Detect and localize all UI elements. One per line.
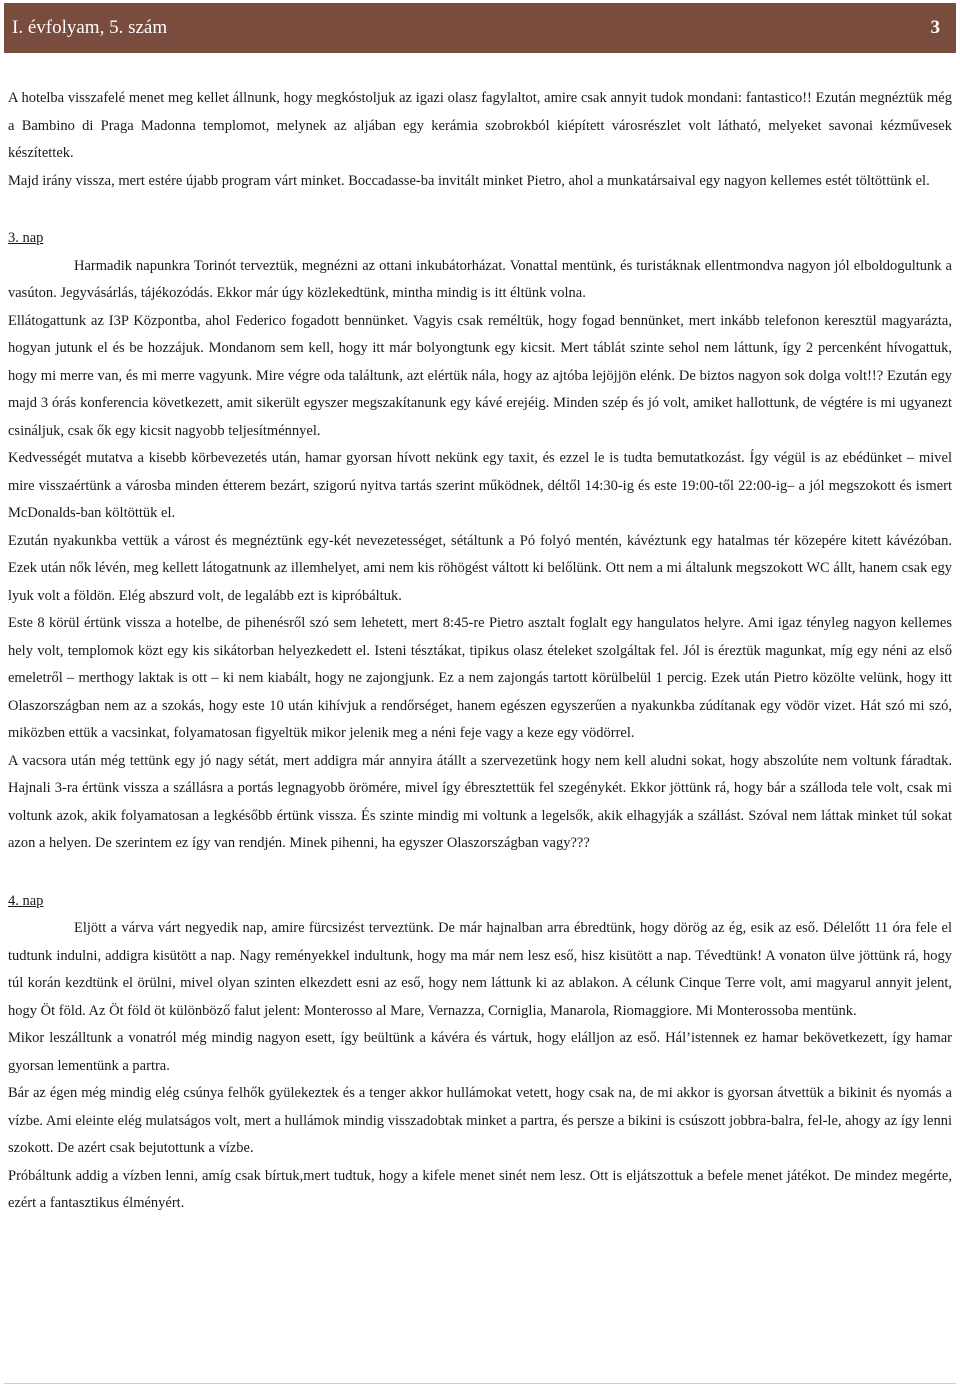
day3-paragraph-5: Este 8 körül értünk vissza a hotelbe, de pihenésről szó sem lehetett, mert 8:45-re Pietro asztalt foglalt egy hangulatos helyre. Ami igaz tényleg nagyon kellemes hely volt, templomok közt egy kis sikátorban helyezkedett el. Isteni tésztákat, tipikus olasz ételeket szolgáltak fel. Jól is éreztük magunkat, míg egy néni az első emeletről – merthogy laktak is ott – ki nem kiabált, hogy ne zajongjunk. Ez a nem zajongás tartott körülbelül 1 percig. Ezek után Pietro közölte velünk, hogy itt Olaszországban nem az a szokás, hogy este 10 után kihívjuk a rendőrséget, hanem egészen egyszerűen a nyakunkba zúdítanak egy vödör vizet. Hát szó mi szó, miközben ettük a vacsinkat, folyamatosan figyeltük mikor jelenik meg a néni feje vagy a keze egy vödörrel.	[8, 615, 952, 741]
day4-paragraph-4: Próbáltunk addig a vízben lenni, amíg csak bírtuk,mert tudtuk, hogy a kifele menet sinét nem lesz. Ott is eljátszottuk a befele menet játékot. De mindez megérte, ezért a fantasztikus élményért.	[8, 1167, 952, 1211]
section-gap	[8, 858, 952, 888]
issue-label: I. évfolyam, 5. szám	[12, 17, 168, 38]
intro-paragraph-1: A hotelba visszafelé menet meg kellet állnunk, hogy megkóstoljuk az igazi olasz fagylaltot, amire csak annyit tudok mondani: fantastico!! Ezután megnéztük még a Bambino di Praga Madonna templomot, melynek az aljában egy kerámia szobrokból kiépített városrészlet volt látható, melyeket savonai kézművesek készítettek.	[8, 90, 952, 161]
day4-title: 4. nap	[8, 892, 44, 909]
page-number: 3	[930, 17, 940, 38]
day4-paragraph-3: Bár az égen még mindig elég csúnya felhők gyülekeztek és a tenger akkor hullámokat vetett, hogy csak na, de mi akkor is gyorsan átvettük a bikinit és nyomás a vízbe. Ami eleinte elég mulatságos volt, mert a hullámok mindig visszadobtak minket a partra, és persze a bikini is csúszott jobbra-balra, fel-le, ahogy az így lenni szokott. De azért csak bejutottunk a vízbe.	[8, 1085, 952, 1156]
day3-paragraph-3: Kedvességét mutatva a kisebb körbevezetés után, hamar gyorsan hívott nekünk egy taxit, és ezzel le is tudta bemutatkozást. Így végül is az ebédünket – mivel mire visszaértünk a városba minden étterem bezárt, szigorú nyitva tartás szerint működnek, déltől 14:30-ig és este 19:00-től 22:00-ig– a jól megszokott és ismert McDonalds-ban költöttük el.	[8, 450, 952, 521]
intro-paragraph-2: Majd irány vissza, mert estére újabb program várt minket. Boccadasse-ba invitált minket Pietro, ahol a munkatársaival egy nagyon kellemes estét töltöttünk el.	[8, 172, 930, 189]
day3-paragraph-6: A vacsora után még tettünk egy jó nagy sétát, mert addigra már annyira átállt a szervezetünk hogy nem kell aludni sokat, hogy abszolúte nem voltunk fáradtak. Hajnali 3-ra értünk vissza a szállásra a portás legnagyobb örömére, mivel így ébresztettük fel szegénykét. Ekkor jöttünk rá, hogy bár a szálloda tele volt, csak mi voltunk azok, akik folyamatosan a legkésőbb értünk vissza. És szinte mindig mi voltunk a legelsők, akik elhagyják a szállást. Szóval nem láttak minket túl sokat azon a helyen. De szerintem ez így van rendjén. Minek pihenni, ha egyszer Olaszországban vagy???	[8, 752, 952, 851]
day3-paragraph-4: Ezután nyakunkba vettük a várost és megnéztünk egy-két nevezetességet, sétáltunk a Pó folyó mentén, kávéztunk egy hatalmas tér közepére kitett kávézóban. Ezek után nők lévén, meg kellett látogatnunk az illemhelyet, ami nem kis röhögést váltott ki belőlünk. Ott nem a mi általunk megszokott WC állt, hanem csak egy lyuk volt a földön. Elég abszurd volt, de legalább ezt is kipróbáltuk.	[8, 532, 952, 604]
day3-title: 3. nap	[8, 230, 44, 246]
day3-paragraph-1: Harmadik napunkra Torinót terveztük, megnézni az ottani inkubátorházat. Vonattal mentünk, és turistáknak ellentmondva nagyon jól elboldogultunk a vasúton. Jegyvásárlás, tájékozódás. Ekkor már úgy közlekedtünk, mintha mindig is itt éltünk volna.	[8, 257, 952, 301]
article-body	[8, 85, 952, 1218]
day3-paragraph-2: Ellátogattunk az I3P Központba, ahol Federico fogadott bennünket. Vagyis csak reméltük, hogy fogad bennünket, mert inkább telefonon keresztül magyarázta, hogyan jutunk el és be hozzájuk. Mondanom sem kell, hogy itt már bolyongtunk egy kicsit. Mert táblát szinte sehol nem láttunk, így 2 percenként hívogattuk, hogy mi merre van, és mi merre vagyunk. Mire végre oda találtunk, azt elértük nála, hogy az ajtóba lejöjjön elénk. De biztos nagyon sok dolga volt!!? Ezután egy majd 3 órás konferencia következett, amit sikerült egyszer megszakítanunk egy kávé erejéig. Minden szép és jó volt, amiket hallottunk, de végtére is mi ugyanezt csináljuk, csak ők egy kicsit nagyobb teljesítménnyel.	[8, 312, 952, 439]
day4-paragraph-2: Mikor leszálltunk a vonatról még mindig nagyon esett, így beültünk a kávéra és vártuk, hogy elálljon az eső. Hál’istennek ez hamar bekövetkezett, így hamar gyorsan lementünk a partra.	[8, 1030, 952, 1074]
section-gap	[8, 195, 952, 225]
day4-paragraph-1: Eljött a várva várt negyedik nap, amire fürcsizést terveztünk. De már hajnalban arra ébredtünk, hogy dörög az ég, esik az eső. Délelőtt 11 óra fele el tudtunk indulni, addigra kisütött a nap. Nagy reményekkel indultunk, hogy ma már nem lesz eső, hisz kisütött a nap. Tévedtünk! A vonaton ülve jöttünk rá, hogy túl korán kezdtünk el örülni, mivel olyan szinten elkezdett esni az eső, hogy nem láttunk ki az ablakon. A célunk Cinque Terre volt, ami magyarul annyit jelent, hogy Öt föld. Az Öt föld öt különböző falut jelent: Monterosso al Mare, Vernazza, Corniglia, Manarola, Riomaggiore. Mi Monterossoba mentünk.	[8, 920, 952, 1019]
page-header	[4, 3, 956, 53]
footer-divider	[4, 1383, 956, 1384]
